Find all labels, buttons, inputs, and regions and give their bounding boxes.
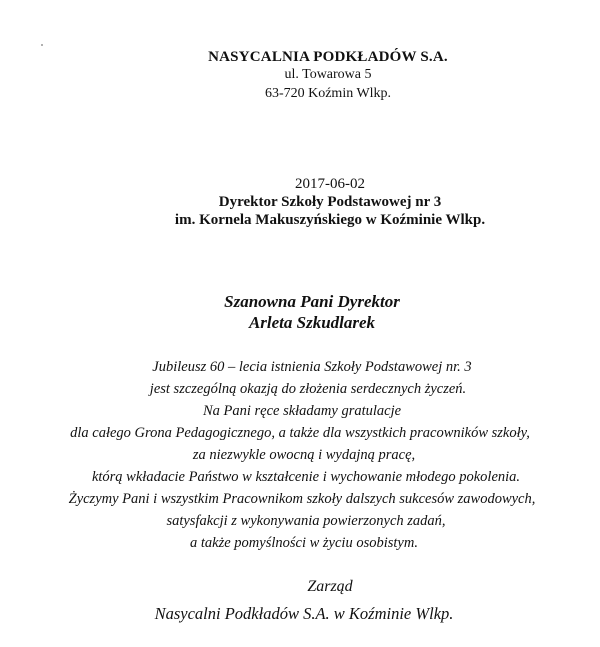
salutation-name: Arleta Szkudlarek bbox=[248, 313, 376, 332]
body-line-9: a także pomyślności w życiu osobistym. bbox=[190, 535, 418, 551]
body-line-1: Jubileusz 60 – lecia istnienia Szkoły Podstawowej nr. 3 bbox=[152, 359, 472, 375]
body-line-6: którą wkładacie Państwo w kształcenie i wychowanie młodego pokolenia. bbox=[91, 469, 521, 485]
body-line-2: jest szczególną okazją do złożenia serdecznych życzeń. bbox=[149, 381, 467, 397]
company-street: ul. Towarowa 5 bbox=[284, 67, 372, 82]
body-line-3: Na Pani ręce składamy gratulacje bbox=[202, 403, 402, 419]
closing-signature-title: Zarząd bbox=[307, 578, 353, 595]
company-city: 63-720 Koźmin Wlkp. bbox=[264, 86, 392, 101]
body-line-4: dla całego Grona Pedagogicznego, a także dla wszystkich pracowników szkoły, bbox=[70, 425, 530, 441]
body-line-5: za niezwykle owocną i wydajną pracę, bbox=[192, 447, 416, 463]
letter-date: 2017-06-02 bbox=[295, 176, 365, 192]
stray-dot-mark bbox=[41, 44, 43, 46]
company-name: NASYCALNIA PODKŁADÓW S.A. bbox=[208, 49, 448, 65]
recipient-title: Dyrektor Szkoły Podstawowej nr 3 bbox=[218, 194, 442, 210]
recipient-school-name: im. Kornela Makuszyńskiego w Koźminie Wlkp. bbox=[174, 212, 486, 228]
closing-company-name: Nasycalni Podkładów S.A. w Koźminie Wlkp. bbox=[154, 604, 454, 623]
body-line-7: Życzymy Pani i wszystkim Pracownikom szkoły dalszych sukcesów zawodowych, bbox=[68, 491, 536, 507]
body-line-8: satysfakcji z wykonywania powierzonych zadań, bbox=[166, 513, 446, 529]
salutation-title: Szanowna Pani Dyrektor bbox=[224, 292, 400, 311]
